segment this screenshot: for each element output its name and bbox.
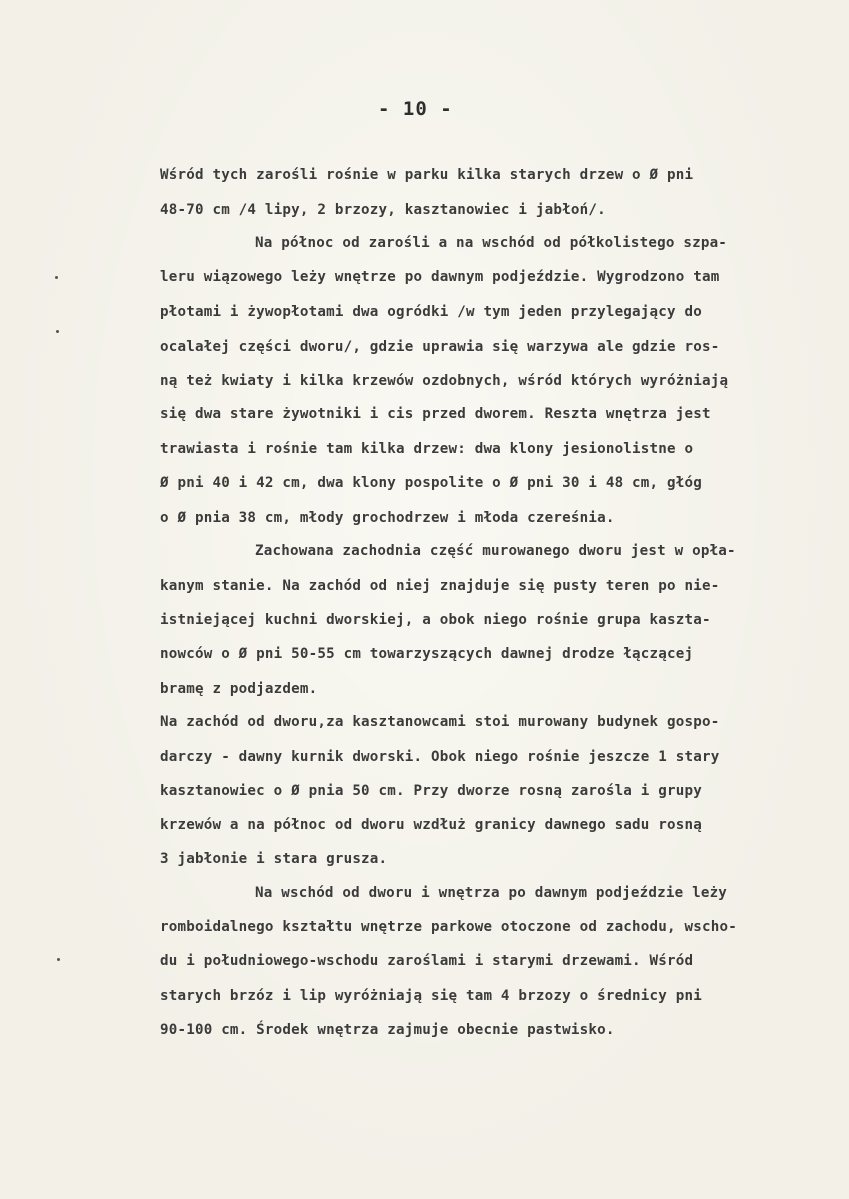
text-line: Na wschód od dworu i wnętrza po dawnym podjeździe leży xyxy=(255,885,728,901)
text-line: 90-100 cm. Środek wnętrza zajmuje obecnie pastwisko. xyxy=(160,1022,615,1038)
text-line: romboidalnego kształtu wnętrze parkowe otoczone od zachodu, wscho- xyxy=(160,919,737,935)
margin-mark xyxy=(56,330,59,333)
text-line: 48-70 cm /4 lipy, 2 brzozy, kasztanowiec i jabłoń/. xyxy=(160,202,606,218)
text-line: darczy - dawny kurnik dworski. Obok niego rośnie jeszcze 1 stary xyxy=(160,749,720,765)
text-line: bramę z podjazdem. xyxy=(160,681,318,697)
margin-mark xyxy=(55,276,58,279)
text-line: starych brzóz i lip wyróżniają się tam 4 brzozy o średnicy pni xyxy=(160,988,702,1004)
text-line: ocalałej części dworu/, gdzie uprawia się warzywa ale gdzie ros- xyxy=(160,339,720,355)
margin-mark xyxy=(57,958,60,961)
text-line: du i południowego-wschodu zaroślami i starymi drzewami. Wśród xyxy=(160,953,694,969)
text-line: Na zachód od dworu,za kasztanowcami stoi murowany budynek gospo- xyxy=(160,714,720,730)
text-line: istniejącej kuchni dworskiej, a obok niego rośnie grupa kaszta- xyxy=(160,612,711,628)
page-number: - 10 - xyxy=(378,98,453,120)
text-line: się dwa stare żywotniki i cis przed dworem. Reszta wnętrza jest xyxy=(160,406,711,422)
text-line: ną też kwiaty i kilka krzewów ozdobnych, wśród których wyróżniają xyxy=(160,373,729,389)
text-line: krzewów a na północ od dworu wzdłuż granicy dawnego sadu rosną xyxy=(160,817,702,833)
text-line: kanym stanie. Na zachód od niej znajduje się pusty teren po nie- xyxy=(160,578,720,594)
text-line: Na północ od zarośli a na wschód od półkolistego szpa- xyxy=(255,235,728,251)
text-line: Zachowana zachodnia część murowanego dworu jest w opła- xyxy=(255,543,736,559)
text-line: nowców o Ø pni 50-55 cm towarzyszących dawnej drodze łączącej xyxy=(160,646,694,662)
text-line: 3 jabłonie i stara grusza. xyxy=(160,851,388,867)
text-line: Wśród tych zarośli rośnie w parku kilka starych drzew o Ø pni xyxy=(160,167,694,183)
text-line: Ø pni 40 i 42 cm, dwa klony pospolite o Ø pni 30 i 48 cm, głóg xyxy=(160,475,702,491)
text-line: trawiasta i rośnie tam kilka drzew: dwa klony jesionolistne o xyxy=(160,441,694,457)
text-line: o Ø pnia 38 cm, młody grochodrzew i młoda czereśnia. xyxy=(160,510,615,526)
text-line: leru wiązowego leży wnętrze po dawnym podjeździe. Wygrodzono tam xyxy=(160,269,720,285)
text-line: płotami i żywopłotami dwa ogródki /w tym jeden przylegający do xyxy=(160,304,702,320)
text-line: kasztanowiec o Ø pnia 50 cm. Przy dworze rosną zarośla i grupy xyxy=(160,783,702,799)
